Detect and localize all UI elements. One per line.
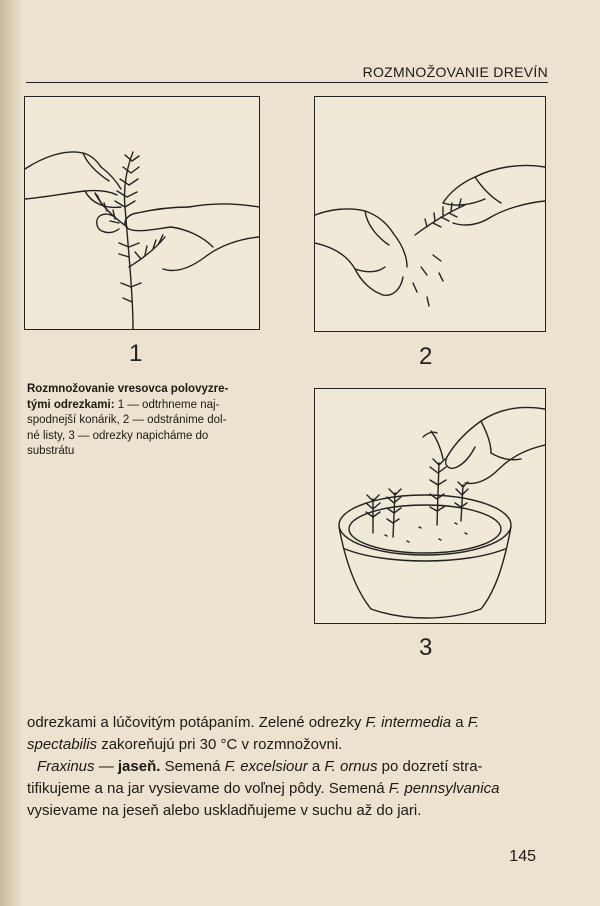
p2-species-1: F. excelsiour — [224, 758, 308, 775]
pot-with-cuttings-icon — [315, 389, 545, 623]
p2-text-d: tifikujeme a na jar vysievame do voľnej pôdy. Semená — [27, 780, 389, 797]
figure-1-panel — [24, 96, 260, 330]
p2-dash: — — [94, 758, 118, 775]
caption-line-2-bold: tými odrezkami: — [27, 398, 115, 411]
body-paragraph-1 — [27, 712, 549, 756]
header-rule — [26, 82, 548, 83]
genus-name: Fraxinus — [37, 758, 95, 775]
p2-text-a: Semená — [160, 758, 225, 775]
p1-text-a: odrezkami a lúčovitým potápaním. Zelené odrezky — [27, 714, 366, 731]
running-title: ROZMNOŽOVANIE DREVÍN — [362, 64, 548, 80]
figure-caption — [27, 382, 253, 460]
p1-text-b: a — [451, 714, 468, 731]
p2-species-2: F. ornus — [324, 758, 378, 775]
figure-2-number: 2 — [419, 343, 433, 370]
figure-3-panel — [314, 388, 546, 624]
hands-removing-branch-icon — [25, 97, 259, 329]
common-name: jaseň. — [117, 758, 161, 775]
figure-3-number: 3 — [419, 634, 433, 661]
caption-line-1: Rozmnožovanie vresovca polovyzre- — [27, 383, 229, 395]
caption-line-5: substrátu — [27, 445, 75, 457]
page-number: 145 — [509, 848, 536, 865]
caption-line-4: né listy, 3 — odrezky napicháme do — [27, 429, 209, 442]
p2-text-c: po dozretí stra- — [377, 758, 483, 775]
caption-line-2: 1 — odtrhneme naj- — [114, 398, 220, 411]
p2-text-e: vysievame na jeseň alebo uskladňujeme v suchu až do jari. — [27, 802, 422, 819]
p1-text-c: zakoreňujú pri 30 °C v rozmnožovni. — [97, 736, 343, 753]
p1-species-2b: spectabilis — [27, 736, 98, 753]
caption-line-3: spodnejší konárik, 2 — odstránime dol- — [27, 414, 227, 426]
body-paragraph-2 — [27, 756, 559, 778]
p2-text-b: a — [307, 758, 325, 775]
p2-species-3: F. pennsylvanica — [388, 780, 500, 797]
page-edge-shadow — [0, 0, 22, 906]
hands-stripping-leaves-icon — [315, 97, 545, 331]
p1-species-2a: F. — [467, 714, 480, 731]
p1-species-1: F. intermedia — [365, 714, 452, 731]
figure-2-panel — [314, 96, 546, 332]
figure-1-number: 1 — [129, 340, 143, 367]
body-paragraph-2-cont — [27, 778, 549, 822]
